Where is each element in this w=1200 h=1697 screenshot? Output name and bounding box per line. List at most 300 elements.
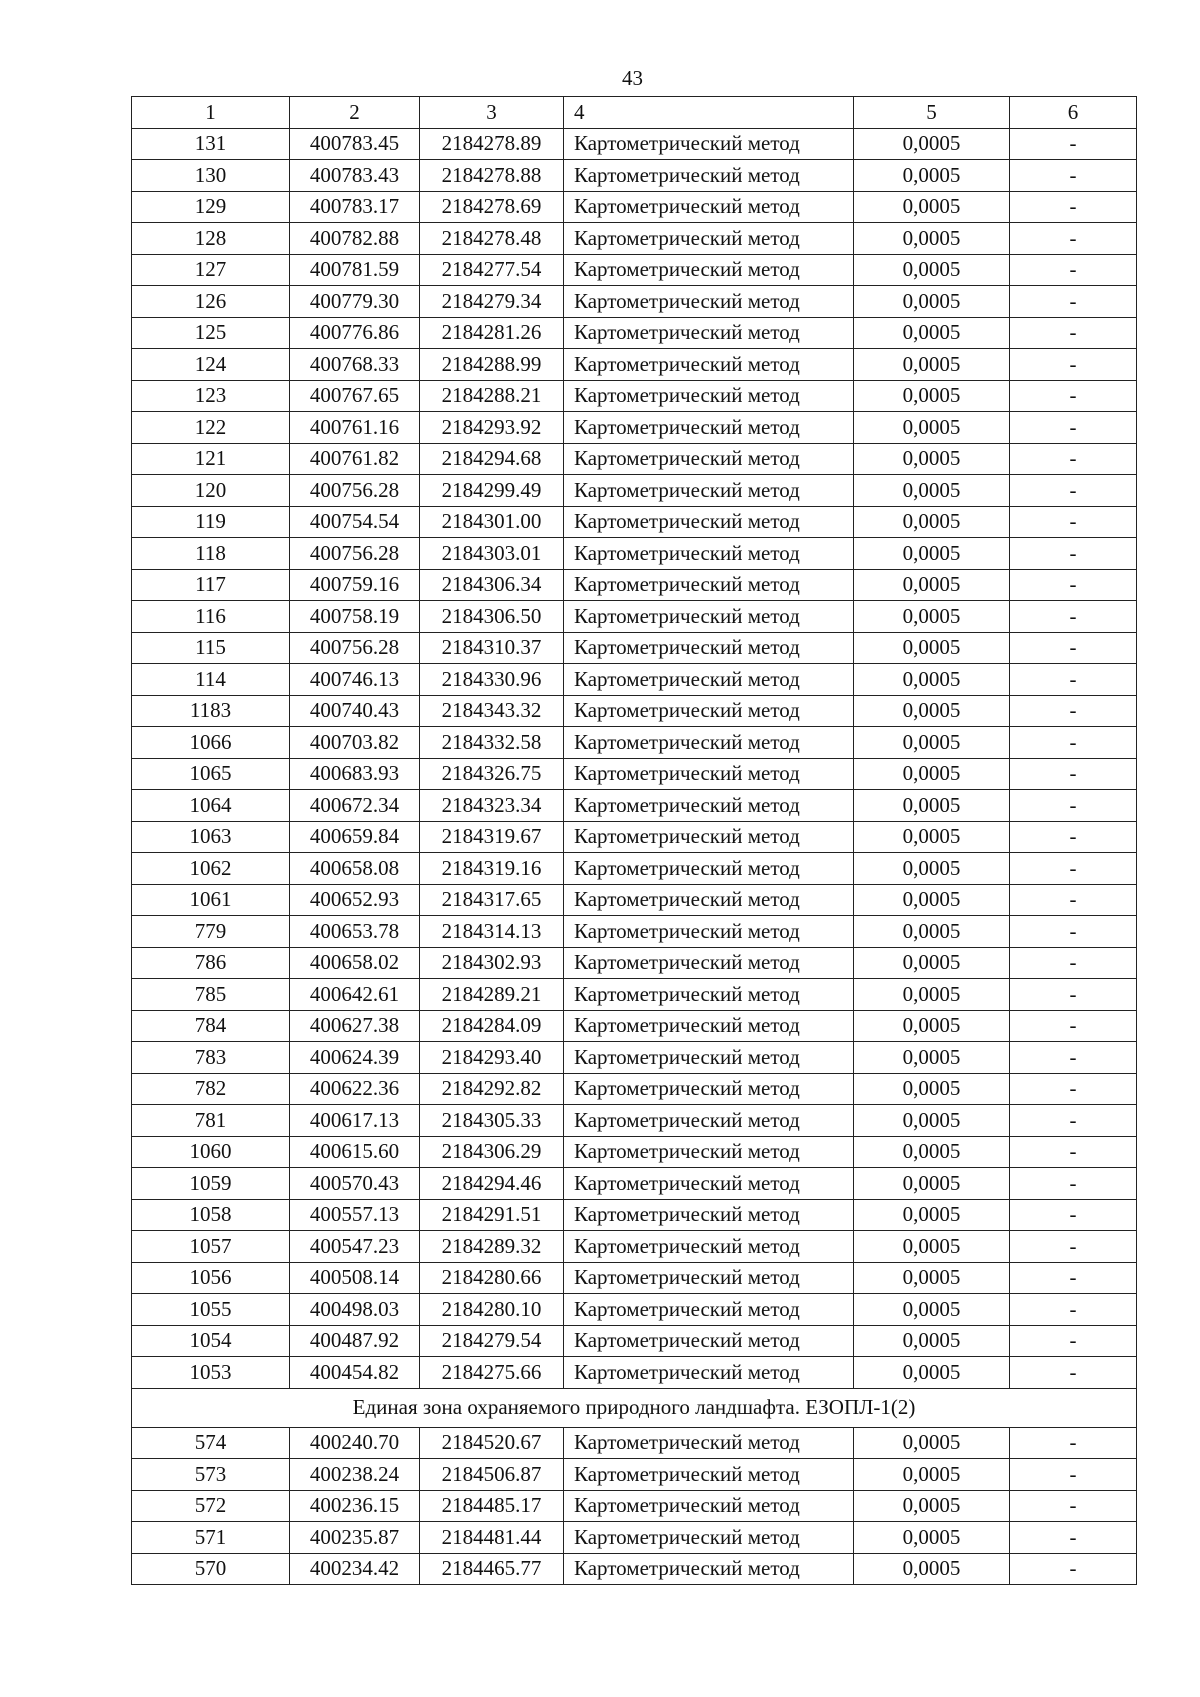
cell-col-5: 0,0005 (854, 853, 1010, 885)
cell-col-4: Картометрический метод (564, 254, 854, 286)
cell-col-5: 0,0005 (854, 569, 1010, 601)
cell-col-1: 782 (132, 1073, 290, 1105)
cell-col-6: - (1010, 1325, 1137, 1357)
cell-col-1: 124 (132, 349, 290, 381)
cell-col-6: - (1010, 128, 1137, 160)
cell-col-2: 400622.36 (290, 1073, 420, 1105)
cell-col-4: Картометрический метод (564, 160, 854, 192)
cell-col-6: - (1010, 191, 1137, 223)
cell-col-6: - (1010, 1294, 1137, 1326)
cell-col-2: 400624.39 (290, 1042, 420, 1074)
table-row (132, 223, 1137, 255)
cell-col-3: 2184279.34 (420, 286, 564, 318)
cell-col-5: 0,0005 (854, 223, 1010, 255)
cell-col-2: 400756.28 (290, 475, 420, 507)
cell-col-1: 114 (132, 664, 290, 696)
cell-col-2: 400236.15 (290, 1490, 420, 1522)
table-row (132, 443, 1137, 475)
cell-col-6: - (1010, 790, 1137, 822)
cell-col-1: 122 (132, 412, 290, 444)
cell-col-5: 5 (854, 97, 1010, 129)
cell-col-6: - (1010, 1553, 1137, 1585)
cell-col-5: 0,0005 (854, 538, 1010, 570)
section-title: Единая зона охраняемого природного ландшафта. ЕЗОПЛ-1(2) (132, 1388, 1137, 1427)
cell-col-4: Картометрический метод (564, 1294, 854, 1326)
cell-col-6: - (1010, 1168, 1137, 1200)
cell-col-4: Картометрический метод (564, 223, 854, 255)
cell-col-6: - (1010, 1357, 1137, 1389)
table-row (132, 286, 1137, 318)
table-row (132, 601, 1137, 633)
cell-col-6: - (1010, 286, 1137, 318)
cell-col-3: 2184291.51 (420, 1199, 564, 1231)
cell-col-1: 1054 (132, 1325, 290, 1357)
cell-col-4: Картометрический метод (564, 191, 854, 223)
cell-col-3: 2184306.50 (420, 601, 564, 633)
cell-col-1: 1065 (132, 758, 290, 790)
cell-col-4: Картометрический метод (564, 349, 854, 381)
cell-col-4: Картометрический метод (564, 853, 854, 885)
cell-col-1: 1053 (132, 1357, 290, 1389)
cell-col-1: 117 (132, 569, 290, 601)
cell-col-4: Картометрический метод (564, 443, 854, 475)
cell-col-4: Картометрический метод (564, 1325, 854, 1357)
cell-col-4: Картометрический метод (564, 1168, 854, 1200)
cell-col-3: 2184319.16 (420, 853, 564, 885)
cell-col-4: Картометрический метод (564, 979, 854, 1011)
cell-col-1: 1056 (132, 1262, 290, 1294)
cell-col-6: - (1010, 1136, 1137, 1168)
cell-col-3: 2184293.40 (420, 1042, 564, 1074)
cell-col-2: 400703.82 (290, 727, 420, 759)
cell-col-4: Картометрический метод (564, 538, 854, 570)
cell-col-4: Картометрический метод (564, 727, 854, 759)
cell-col-4: Картометрический метод (564, 1010, 854, 1042)
table-row (132, 1105, 1137, 1137)
cell-col-3: 2184306.34 (420, 569, 564, 601)
cell-col-1: 1058 (132, 1199, 290, 1231)
table-row (132, 790, 1137, 822)
cell-col-1: 786 (132, 947, 290, 979)
cell-col-5: 0,0005 (854, 1231, 1010, 1263)
cell-col-4: Картометрический метод (564, 821, 854, 853)
cell-col-5: 0,0005 (854, 1168, 1010, 1200)
cell-col-2: 400570.43 (290, 1168, 420, 1200)
cell-col-5: 0,0005 (854, 1553, 1010, 1585)
cell-col-6: - (1010, 884, 1137, 916)
table-row (132, 1136, 1137, 1168)
cell-col-5: 0,0005 (854, 1010, 1010, 1042)
cell-col-5: 0,0005 (854, 1325, 1010, 1357)
cell-col-2: 400768.33 (290, 349, 420, 381)
cell-col-4: Картометрический метод (564, 1042, 854, 1074)
cell-col-6: - (1010, 916, 1137, 948)
cell-col-6: - (1010, 223, 1137, 255)
cell-col-1: 130 (132, 160, 290, 192)
cell-col-6: - (1010, 1042, 1137, 1074)
cell-col-6: - (1010, 412, 1137, 444)
cell-col-5: 0,0005 (854, 1199, 1010, 1231)
cell-col-1: 779 (132, 916, 290, 948)
cell-col-6: - (1010, 1427, 1137, 1459)
cell-col-3: 2184330.96 (420, 664, 564, 696)
cell-col-6: 6 (1010, 97, 1137, 129)
cell-col-6: - (1010, 538, 1137, 570)
cell-col-1: 783 (132, 1042, 290, 1074)
cell-col-3: 2184278.89 (420, 128, 564, 160)
cell-col-6: - (1010, 632, 1137, 664)
cell-col-2: 400782.88 (290, 223, 420, 255)
cell-col-2: 400454.82 (290, 1357, 420, 1389)
cell-col-3: 2184303.01 (420, 538, 564, 570)
page-number: 43 (622, 66, 643, 90)
table-row (132, 160, 1137, 192)
cell-col-3: 2184301.00 (420, 506, 564, 538)
cell-col-6: - (1010, 569, 1137, 601)
cell-col-3: 2184306.29 (420, 1136, 564, 1168)
cell-col-1: 1057 (132, 1231, 290, 1263)
cell-col-3: 2184281.26 (420, 317, 564, 349)
cell-col-4: Картометрический метод (564, 128, 854, 160)
cell-col-5: 0,0005 (854, 1459, 1010, 1491)
table-row (132, 947, 1137, 979)
cell-col-3: 2184279.54 (420, 1325, 564, 1357)
cell-col-6: - (1010, 601, 1137, 633)
cell-col-1: 121 (132, 443, 290, 475)
cell-col-5: 0,0005 (854, 821, 1010, 853)
cell-col-3: 2184289.32 (420, 1231, 564, 1263)
cell-col-1: 118 (132, 538, 290, 570)
table-row (132, 695, 1137, 727)
cell-col-4: Картометрический метод (564, 632, 854, 664)
cell-col-6: - (1010, 664, 1137, 696)
cell-col-3: 2184520.67 (420, 1427, 564, 1459)
cell-col-2: 400761.82 (290, 443, 420, 475)
cell-col-4: Картометрический метод (564, 286, 854, 318)
cell-col-5: 0,0005 (854, 443, 1010, 475)
cell-col-2: 400557.13 (290, 1199, 420, 1231)
cell-col-5: 0,0005 (854, 884, 1010, 916)
cell-col-6: - (1010, 695, 1137, 727)
cell-col-4: Картометрический метод (564, 1490, 854, 1522)
cell-col-6: - (1010, 1522, 1137, 1554)
cell-col-6: - (1010, 821, 1137, 853)
cell-col-5: 0,0005 (854, 916, 1010, 948)
cell-col-3: 2184485.17 (420, 1490, 564, 1522)
table-row (132, 1553, 1137, 1585)
cell-col-5: 0,0005 (854, 317, 1010, 349)
cell-col-4: Картометрический метод (564, 1136, 854, 1168)
cell-col-2: 400783.17 (290, 191, 420, 223)
cell-col-2: 400615.60 (290, 1136, 420, 1168)
cell-col-2: 400617.13 (290, 1105, 420, 1137)
cell-col-2: 400767.65 (290, 380, 420, 412)
cell-col-2: 400779.30 (290, 286, 420, 318)
cell-col-2: 400642.61 (290, 979, 420, 1011)
table-row (132, 128, 1137, 160)
table-row (132, 1294, 1137, 1326)
table-row (132, 1010, 1137, 1042)
cell-col-1: 573 (132, 1459, 290, 1491)
cell-col-4: Картометрический метод (564, 1522, 854, 1554)
table-header-row (132, 97, 1137, 129)
cell-col-2: 400781.59 (290, 254, 420, 286)
table-row (132, 758, 1137, 790)
cell-col-2: 400783.45 (290, 128, 420, 160)
cell-col-1: 1061 (132, 884, 290, 916)
cell-col-5: 0,0005 (854, 506, 1010, 538)
cell-col-3: 2184277.54 (420, 254, 564, 286)
cell-col-2: 400487.92 (290, 1325, 420, 1357)
cell-col-4: Картометрический метод (564, 884, 854, 916)
cell-col-6: - (1010, 475, 1137, 507)
cell-col-3: 2184294.46 (420, 1168, 564, 1200)
cell-col-1: 571 (132, 1522, 290, 1554)
table-row (132, 191, 1137, 223)
cell-col-2: 400498.03 (290, 1294, 420, 1326)
table-row (132, 1073, 1137, 1105)
cell-col-6: - (1010, 1199, 1137, 1231)
cell-col-2: 400658.08 (290, 853, 420, 885)
cell-col-2: 2 (290, 97, 420, 129)
cell-col-1: 125 (132, 317, 290, 349)
cell-col-1: 128 (132, 223, 290, 255)
table-row (132, 317, 1137, 349)
cell-col-5: 0,0005 (854, 601, 1010, 633)
cell-col-1: 570 (132, 1553, 290, 1585)
cell-col-2: 400756.28 (290, 538, 420, 570)
cell-col-3: 2184481.44 (420, 1522, 564, 1554)
cell-col-4: Картометрический метод (564, 380, 854, 412)
cell-col-2: 400740.43 (290, 695, 420, 727)
cell-col-5: 0,0005 (854, 412, 1010, 444)
cell-col-1: 120 (132, 475, 290, 507)
table-row (132, 506, 1137, 538)
cell-col-5: 0,0005 (854, 1073, 1010, 1105)
table-row (132, 1231, 1137, 1263)
cell-col-6: - (1010, 1010, 1137, 1042)
table-row (132, 538, 1137, 570)
cell-col-4: Картометрический метод (564, 412, 854, 444)
cell-col-3: 2184278.69 (420, 191, 564, 223)
cell-col-3: 2184465.77 (420, 1553, 564, 1585)
cell-col-6: - (1010, 947, 1137, 979)
cell-col-2: 400776.86 (290, 317, 420, 349)
table-row (132, 727, 1137, 759)
cell-col-6: - (1010, 1073, 1137, 1105)
table-row (132, 1490, 1137, 1522)
cell-col-1: 781 (132, 1105, 290, 1137)
cell-col-3: 2184289.21 (420, 979, 564, 1011)
cell-col-3: 2184294.68 (420, 443, 564, 475)
cell-col-5: 0,0005 (854, 160, 1010, 192)
cell-col-5: 0,0005 (854, 979, 1010, 1011)
cell-col-4: Картометрический метод (564, 1199, 854, 1231)
table-row (132, 349, 1137, 381)
cell-col-2: 400746.13 (290, 664, 420, 696)
table-row (132, 1357, 1137, 1389)
cell-col-3: 2184280.10 (420, 1294, 564, 1326)
cell-col-5: 0,0005 (854, 380, 1010, 412)
cell-col-3: 2184278.48 (420, 223, 564, 255)
cell-col-3: 2184343.32 (420, 695, 564, 727)
table-row (132, 1042, 1137, 1074)
cell-col-3: 2184284.09 (420, 1010, 564, 1042)
cell-col-4: Картометрический метод (564, 569, 854, 601)
cell-col-6: - (1010, 979, 1137, 1011)
cell-col-1: 572 (132, 1490, 290, 1522)
table-row (132, 916, 1137, 948)
cell-col-5: 0,0005 (854, 475, 1010, 507)
cell-col-3: 2184314.13 (420, 916, 564, 948)
cell-col-4: Картометрический метод (564, 1105, 854, 1137)
cell-col-1: 1055 (132, 1294, 290, 1326)
cell-col-3: 2184293.92 (420, 412, 564, 444)
cell-col-4: Картометрический метод (564, 664, 854, 696)
table-row (132, 884, 1137, 916)
cell-col-5: 0,0005 (854, 790, 1010, 822)
table-row (132, 1262, 1137, 1294)
cell-col-5: 0,0005 (854, 695, 1010, 727)
coordinates-table (131, 96, 1137, 1585)
cell-col-1: 574 (132, 1427, 290, 1459)
cell-col-6: - (1010, 727, 1137, 759)
cell-col-5: 0,0005 (854, 1427, 1010, 1459)
cell-col-6: - (1010, 160, 1137, 192)
cell-col-3: 2184506.87 (420, 1459, 564, 1491)
cell-col-2: 400672.34 (290, 790, 420, 822)
cell-col-1: 119 (132, 506, 290, 538)
cell-col-2: 400754.54 (290, 506, 420, 538)
cell-col-5: 0,0005 (854, 664, 1010, 696)
cell-col-5: 0,0005 (854, 632, 1010, 664)
table-row (132, 254, 1137, 286)
cell-col-6: - (1010, 317, 1137, 349)
cell-col-4: 4 (564, 97, 854, 129)
cell-col-4: Картометрический метод (564, 947, 854, 979)
cell-col-2: 400783.43 (290, 160, 420, 192)
cell-col-4: Картометрический метод (564, 1427, 854, 1459)
cell-col-3: 2184292.82 (420, 1073, 564, 1105)
cell-col-6: - (1010, 1490, 1137, 1522)
cell-col-2: 400756.28 (290, 632, 420, 664)
cell-col-4: Картометрический метод (564, 1357, 854, 1389)
cell-col-3: 2184319.67 (420, 821, 564, 853)
table-row (132, 1459, 1137, 1491)
cell-col-2: 400658.02 (290, 947, 420, 979)
cell-col-1: 784 (132, 1010, 290, 1042)
cell-col-4: Картометрический метод (564, 758, 854, 790)
table-row (132, 475, 1137, 507)
table-row (132, 1427, 1137, 1459)
cell-col-4: Картометрический метод (564, 601, 854, 633)
cell-col-5: 0,0005 (854, 1042, 1010, 1074)
cell-col-1: 1183 (132, 695, 290, 727)
cell-col-5: 0,0005 (854, 1294, 1010, 1326)
cell-col-3: 2184326.75 (420, 758, 564, 790)
cell-col-1: 126 (132, 286, 290, 318)
cell-col-5: 0,0005 (854, 1105, 1010, 1137)
cell-col-5: 0,0005 (854, 128, 1010, 160)
cell-col-6: - (1010, 1262, 1137, 1294)
cell-col-1: 115 (132, 632, 290, 664)
cell-col-1: 1 (132, 97, 290, 129)
table-row (132, 821, 1137, 853)
cell-col-1: 123 (132, 380, 290, 412)
cell-col-3: 2184280.66 (420, 1262, 564, 1294)
cell-col-5: 0,0005 (854, 1522, 1010, 1554)
cell-col-1: 1063 (132, 821, 290, 853)
cell-col-4: Картометрический метод (564, 317, 854, 349)
cell-col-6: - (1010, 1105, 1137, 1137)
cell-col-5: 0,0005 (854, 286, 1010, 318)
cell-col-3: 2184288.21 (420, 380, 564, 412)
table-row (132, 380, 1137, 412)
cell-col-4: Картометрический метод (564, 695, 854, 727)
cell-col-5: 0,0005 (854, 1136, 1010, 1168)
cell-col-3: 2184310.37 (420, 632, 564, 664)
table-row (132, 632, 1137, 664)
cell-col-4: Картометрический метод (564, 1459, 854, 1491)
cell-col-3: 2184302.93 (420, 947, 564, 979)
cell-col-6: - (1010, 254, 1137, 286)
cell-col-2: 400653.78 (290, 916, 420, 948)
cell-col-5: 0,0005 (854, 349, 1010, 381)
cell-col-1: 116 (132, 601, 290, 633)
cell-col-3: 2184278.88 (420, 160, 564, 192)
cell-col-1: 1066 (132, 727, 290, 759)
cell-col-3: 2184323.34 (420, 790, 564, 822)
cell-col-2: 400234.42 (290, 1553, 420, 1585)
cell-col-3: 2184305.33 (420, 1105, 564, 1137)
table-row (132, 1522, 1137, 1554)
cell-col-2: 400659.84 (290, 821, 420, 853)
cell-col-3: 2184299.49 (420, 475, 564, 507)
cell-col-5: 0,0005 (854, 727, 1010, 759)
cell-col-4: Картометрический метод (564, 916, 854, 948)
cell-col-1: 131 (132, 128, 290, 160)
cell-col-2: 400240.70 (290, 1427, 420, 1459)
cell-col-2: 400683.93 (290, 758, 420, 790)
cell-col-1: 1059 (132, 1168, 290, 1200)
cell-col-1: 785 (132, 979, 290, 1011)
cell-col-5: 0,0005 (854, 947, 1010, 979)
cell-col-4: Картометрический метод (564, 1262, 854, 1294)
cell-col-6: - (1010, 853, 1137, 885)
cell-col-1: 127 (132, 254, 290, 286)
cell-col-6: - (1010, 443, 1137, 475)
cell-col-3: 2184288.99 (420, 349, 564, 381)
cell-col-5: 0,0005 (854, 191, 1010, 223)
cell-col-2: 400508.14 (290, 1262, 420, 1294)
cell-col-1: 1062 (132, 853, 290, 885)
cell-col-4: Картометрический метод (564, 1231, 854, 1263)
table-row (132, 664, 1137, 696)
cell-col-5: 0,0005 (854, 758, 1010, 790)
cell-col-2: 400652.93 (290, 884, 420, 916)
cell-col-5: 0,0005 (854, 1262, 1010, 1294)
cell-col-1: 1060 (132, 1136, 290, 1168)
cell-col-4: Картометрический метод (564, 790, 854, 822)
cell-col-4: Картометрический метод (564, 475, 854, 507)
cell-col-1: 129 (132, 191, 290, 223)
section-row (132, 1388, 1137, 1427)
table-row (132, 979, 1137, 1011)
cell-col-2: 400759.16 (290, 569, 420, 601)
cell-col-3: 2184317.65 (420, 884, 564, 916)
cell-col-6: - (1010, 349, 1137, 381)
cell-col-6: - (1010, 1231, 1137, 1263)
